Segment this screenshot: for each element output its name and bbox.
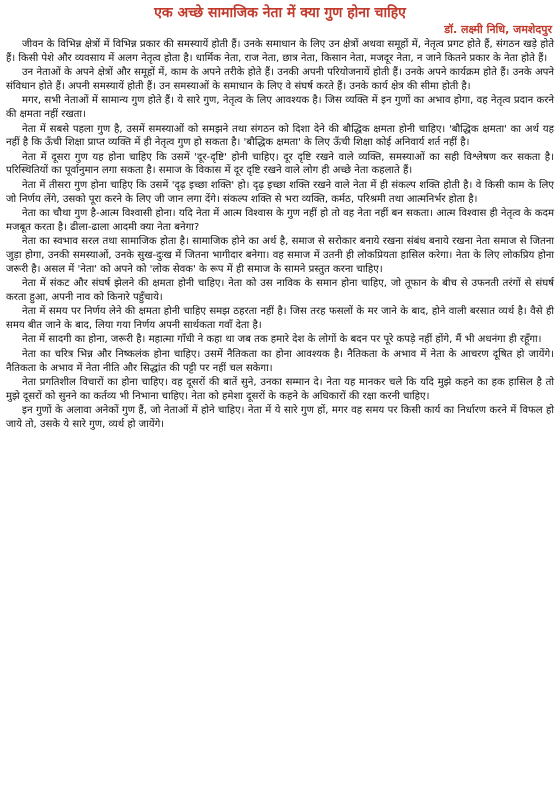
paragraph: जीवन के विभिन्न क्षेत्रों में विभिन्न प्रकार की समस्यायें होती हैं। उनके समाधान के लिए उन क्षेत्रों अथवा समूहों में, नेतृत्व प्रगट होते हैं, संगठन खड़े होते हैं। किसी पेशे और व्यवसाय में अलग नेतृत्व होता है। धार्मिक नेता, राज नेता, छात्र नेता, किसान नेता, मजदूर नेता, न जाने कितने प्रकार के नेता होते हैं। bbox=[6, 39, 554, 64]
paragraph: इन गुणों के अलावा अनेकों गुण हैं, जो नेताओं में होने चाहिए। नेता में ये सारे गुण हों, मगर वह समय पर किसी कार्य का निर्धारण करने में विफल हो जाये तो, उसके ये सारे गुण, व्यर्थ हो जायेंगे। bbox=[6, 405, 554, 431]
paragraph: नेता में सादगी का होना, जरूरी है। महात्मा गाँधी ने कहा था जब तक हमारे देश के लोगों के बदन पर पूरे कपड़े नहीं होंगे, मैं भी अधनंगा ही रहूँगा। bbox=[22, 334, 542, 346]
article-author: डॉ. लक्ष्मी निधि, जमशेदपुर bbox=[444, 23, 552, 36]
article-title: एक अच्छे सामाजिक नेता में क्या गुण होना चाहिए bbox=[154, 5, 406, 21]
paragraph: नेता का स्वभाव सरल तथा सामाजिक होता है। सामाजिक होने का अर्थ है, समाज से सरोकार बनाये रखना संबंध बनाये रखना नेता समाज से जितना जुड़ा होगा, उनकी समस्याओं, उनके सुख-दुःख में जितना भागीदार बनेगा। वह समाज में उतनी ही लोकप्रियता हासिल करेगा। नेता के लिए लोकप्रिय होना जरूरी है। असल में 'नेता' को अपने को 'लोक सेवक' के रूप में ही समाज के सामने प्रस्तुत करना चाहिए। bbox=[6, 236, 554, 275]
article-body bbox=[6, 38, 554, 432]
paragraph: उन नेताओं के अपने क्षेत्रों और समूहों में, काम के अपने तरीके होते हैं। उनकी अपनी परियोजनायें होती हैं। उनके अपने कार्यक्रम होते हैं। उनके अपने संविधान होते हैं। अपनी समस्यायें होती हैं। उन समस्याओं के समाधान के लिए वे संघर्ष करते हैं। उनके कार्य क्षेत्र की सीमा होती है। bbox=[6, 67, 554, 92]
paragraph: नेता का चरित्र भिन्न और निष्कलंक होना चाहिए। उसमें नैतिकता का होना आवश्यक है। नैतिकता के अभाव में नेता के आचरण दूषित हो जायेंगे। नैतिकता के अभाव में नेता नीति और सिद्धांत की पट्टी पर नहीं चल सकेगा। bbox=[6, 349, 555, 374]
paragraph: नेता का चौथा गुण है-आत्म विश्वासी होना। यदि नेता में आत्म विश्वास के गुण नहीं हो तो वह नेता नहीं बन सकता। आत्म विश्वास ही नेतृत्व के कदम मजबूत करता है। ढीला-ढाला आदमी क्या नेता बनेगा? bbox=[6, 208, 554, 233]
paragraph: नेता में समय पर निर्णय लेने की क्षमता होनी चाहिए समझ ठहरता नहीं है। जिस तरह फसलों के मर जाने के बाद, होने वाली बरसात व्यर्थ है। वैसे ही समय बीत जाने के बाद, लिया गया निर्णय अपनी सार्थकता गवाँ देता है। bbox=[6, 306, 554, 331]
paragraph: नेता में तीसरा गुण होना चाहिए कि उसमें 'दृढ़ इच्छा शक्ति' हो। दृढ़ इच्छा शक्ति रखने वाले नेता में ही संकल्प शक्ति होती है। वे किसी काम के लिए जो निर्णय लेंगे, उसको पूरा करने के लिए जी जान लगा देंगे। संकल्प शक्ति से भरा व्यक्ति, कर्मठ, परिश्रमी तथा आत्मनिर्भर होता है। bbox=[6, 179, 554, 205]
paragraph: नेता में सबसे पहला गुण है, उसमें समस्याओं को समझने तथा संगठन को दिशा देने की बौद्धिक क्षमता होनी चाहिए। 'बौद्धिक क्षमता' का अर्थ यह नहीं है कि ऊँची शिक्षा प्राप्त व्यक्ति में ही नेतृत्व गुण हो सकता है। 'बौद्धिक क्षमता' के लिए ऊँची शिक्षा कोई अनिवार्य शर्त नहीं है। bbox=[6, 123, 554, 149]
paragraph: नेता में संकट और संघर्ष झेलने की क्षमता होनी चाहिए। नेता को उस नाविक के समान होना चाहिए, जो तूफान के बीच से उफनती तरंगों से संघर्ष करता हुआ, अपनी नाव को किनारे पहुँचाये। bbox=[6, 278, 554, 303]
paragraph: नेता प्रगतिशील विचारों का होना चाहिए। वह दूसरों की बातें सुने, उनका सम्मान दे। नेता यह मानकर चले कि यदि मुझे कहने का हक हासिल है तो मुझे दूसरों को सुनने का कर्तव्य भी निभाना चाहिए। नेता को हमेशा दूसरों के कहने के अधिकारों की रक्षा करनी चाहिए। bbox=[6, 377, 554, 402]
paragraph: नेता में दूसरा गुण यह होना चाहिए कि उसमें 'दूर-दृष्टि' होनी चाहिए। दूर दृष्टि रखने वाले व्यक्ति, समस्याओं का सही विश्लेषण कर सकता है। परिस्थितियों का पूर्वानुमान लगा सकता है। समाज के विकास में दूर दृष्टि रखने वाले लोग ही अच्छे नेता कहलाते हैं। bbox=[6, 151, 554, 177]
paragraph: मगर, सभी नेताओं में सामान्य गुण होते हैं। ये सारे गुण, नेतृत्व के लिए आवश्यक है। जिस व्यक्ति में इन गुणों का अभाव होगा, वह नेतृत्व प्रदान करने की क्षमता नहीं रखता। bbox=[6, 95, 554, 120]
